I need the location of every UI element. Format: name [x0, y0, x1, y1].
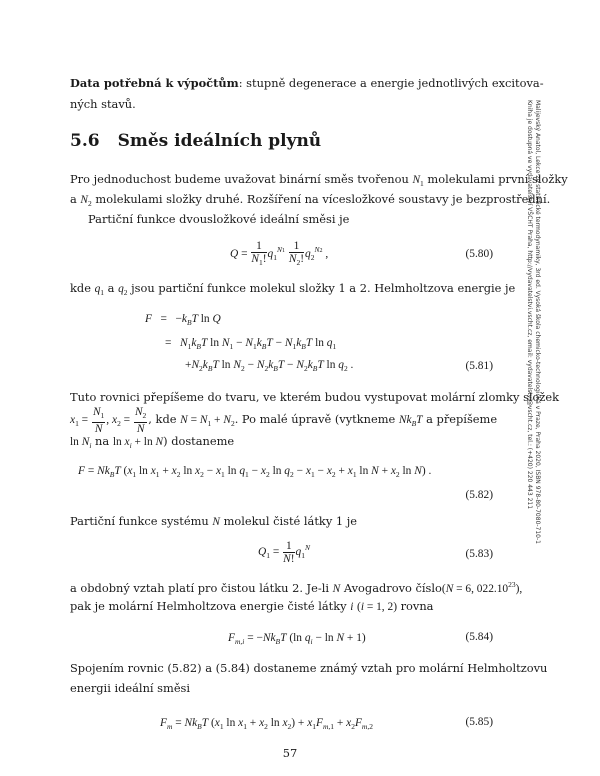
paragraph-7-line-2: energii ideální směsi — [70, 681, 191, 695]
page-number: 57 — [282, 746, 298, 760]
equation-number-5-82: (5.82) — [465, 489, 493, 501]
equation-5-80: Q = $\frac{1}{N_1!}$ $q_1^{N1}$ $\frac{1}{N_2!}$ $q_2^{N2}$ , — [230, 240, 329, 267]
paragraph-1-line-2: a $N_2$ molekulami složky druhé. Rozšíření na vícesložkové soustavy je bezprostřední. — [70, 192, 551, 208]
intro-line-2: ných stavů. — [70, 97, 136, 111]
paragraph-7-line-1: Spojením rovnic (5.82) a (5.84) dostaneme známý vztah pro molární Helmholtzovu — [70, 661, 548, 675]
section-title: Směs ideálních plynů — [117, 131, 322, 151]
paragraph-5: Partiční funkce systému N molekul čisté látky 1 je — [70, 514, 358, 528]
equation-number-5-81: (5.81) — [465, 360, 493, 372]
equation-number-5-85: (5.85) — [465, 716, 493, 728]
paragraph-2: Partiční funkce dvousložkové ideální směsi je — [88, 212, 350, 226]
equation-number-5-84: (5.84) — [465, 631, 493, 643]
intro-line-1 — [70, 76, 544, 90]
paragraph-6-line-1: a obdobný vztah platí pro čistou látku 2. Je-li N Avogadrovo číslo(N = 6, 022.10$^{23}$), — [70, 580, 523, 595]
paragraph-4-line-2: $x_1$ = $\frac{N_1}{N}$ , $x_2$ = $\frac{N_2}{N}$ , kde $N = N_1 + N_2$. Po malé úpravě (vytkneme $Nk_BT$ a přepíšeme — [70, 406, 498, 435]
sidebar-line-2: Kniha je dostupná ve vydavatelství VŠCHT Praha, http://vydavatelstvi.vscht.cz, email: vydavatelstvi@vscht.cz, tel.: (+420) 220 443 211 — [526, 100, 533, 510]
intro-rest: : stupně degenerace a energie jednotlivých excitova- — [238, 76, 544, 90]
section-heading — [70, 131, 321, 151]
equation-number-5-80: (5.80) — [465, 248, 493, 260]
paragraph-3: kde $q_1$ a $q_2$ jsou partiční funkce molekul složky 1 a 2. Helmholtzova energie je — [70, 281, 516, 297]
section-number: 5.6 — [70, 131, 100, 151]
equation-5-85: $F_m = Nk_BT$ ($x_1$ $\ln x_1 + x_2$ $\ln x_2) + x_1F_{m,1} + x_2F_{m,2}$ — [160, 717, 373, 731]
equation-5-81-line-3: $+N_2k_BT$ $\ln N_2 - N_2k_BT - N_2k_BT$ $\ln q_2$ . — [185, 359, 354, 373]
intro-bold: Data potřebná k výpočtům — [70, 76, 239, 90]
paragraph-4-line-1: Tuto rovnici přepíšeme do tvaru, ve kterém budou vystupovat molární zlomky složek — [70, 390, 560, 404]
equation-5-82: $F = Nk_BT$ ($x_1$ $\ln x_1 + x_2$ $\ln x_2 - x_1$ $\ln q_1 - x_2$ $\ln q_2 - x_1 - x_2 + x_1$ $\ln N + x_2$ ln N) . — [78, 465, 432, 479]
equation-5-84: $F_{m,i} = -Nk_BT$ (ln $q_i - \ln N + 1$) — [228, 632, 366, 646]
copyright-sidebar — [525, 100, 541, 544]
equation-number-5-83: (5.83) — [465, 548, 493, 560]
sidebar-line-1: Malijevský Anatol, Lekce ze statistické termodynamiky, 3rd ed. Vysoká škola chemicko-technologická v Praze, Praha 2020, ISBN 978-80-7080-710-1 — [534, 100, 541, 544]
equation-5-81-line-1: $F = -k_BT$ ln Q — [145, 313, 221, 327]
paragraph-1-line-1: Pro jednoduchost budeme uvažovat binární směs tvořenou $N_1$ molekulami první složky — [70, 172, 568, 188]
paragraph-4-line-3: $\ln N_i$ na $\ln x_i + \ln N$) dostaneme — [70, 434, 235, 450]
equation-5-83: $Q_1$ = $\frac{1}{N!}$ $q_1^N$ — [258, 540, 310, 565]
equation-5-81-line-2: = $N_1k_BT$ $\ln N_1 - N_1k_BT - N_1k_BT$ $\ln q_1$ — [165, 337, 337, 351]
paragraph-6-line-2: pak je molární Helmholtzova energie čisté látky i (i = 1, 2) rovna — [70, 599, 434, 613]
